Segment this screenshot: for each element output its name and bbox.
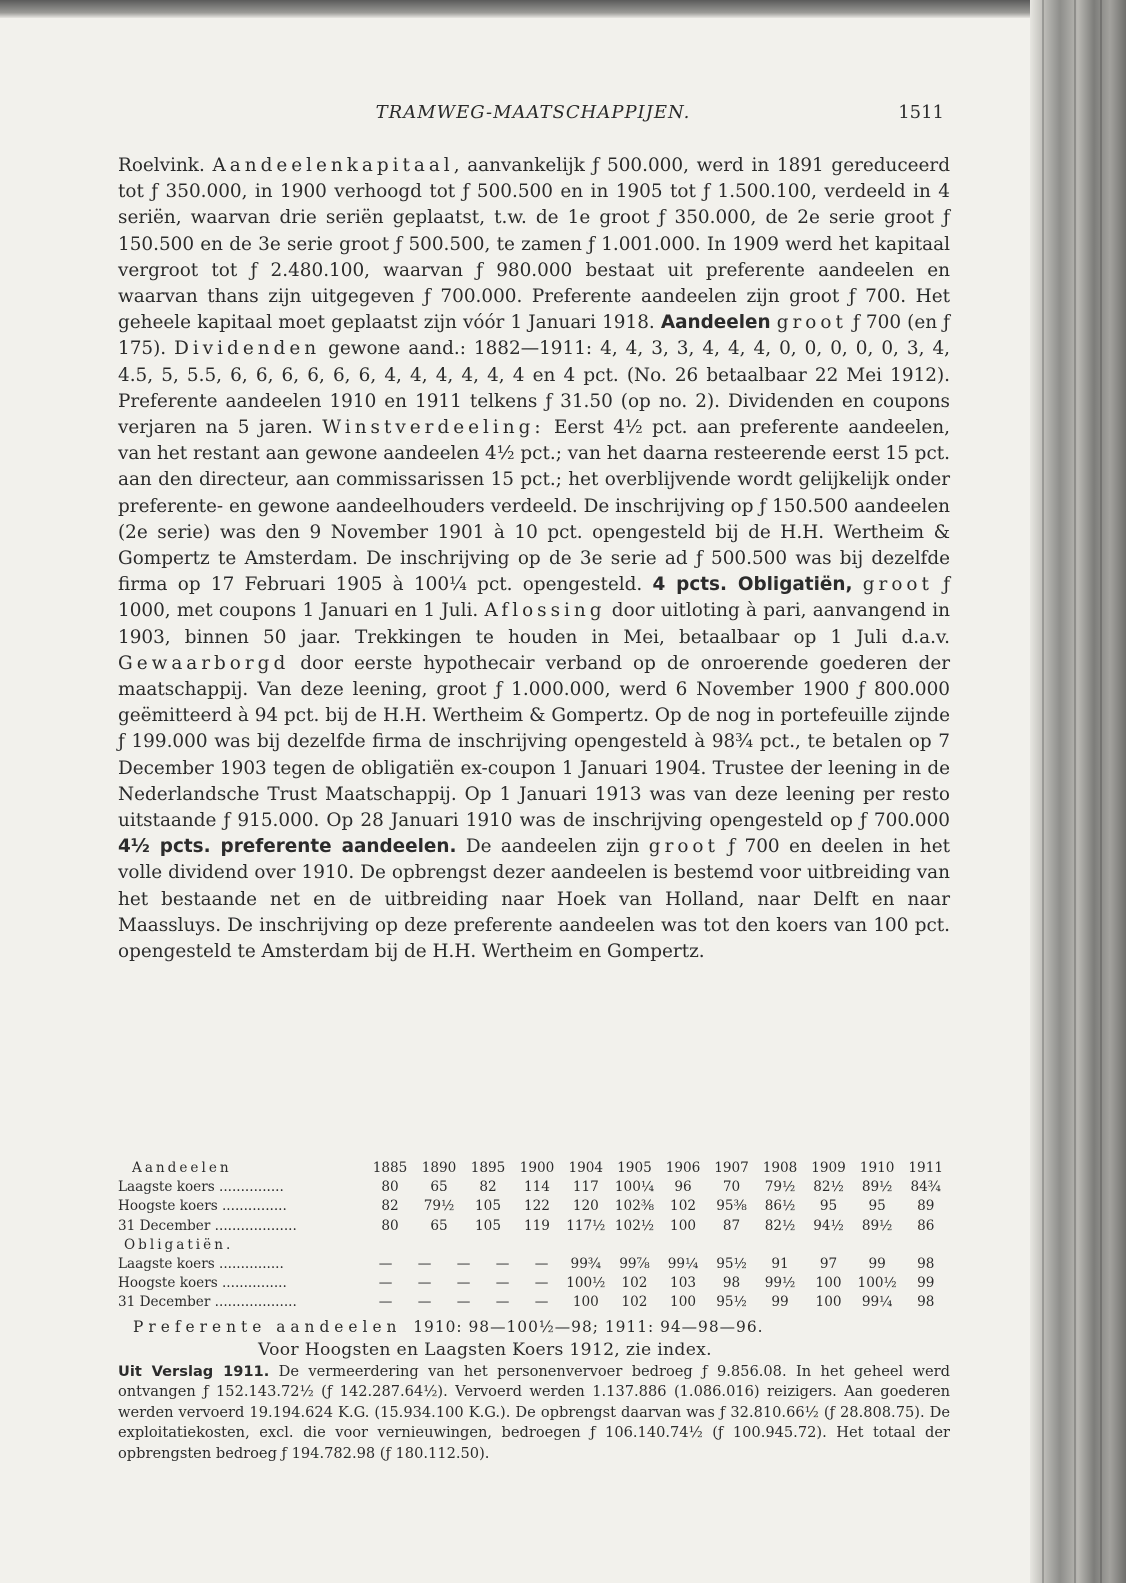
preferente-values: 1910: 98—100½—98; 1911: 94—98—96. [413,1318,764,1336]
koers-value: 86 [917,1217,935,1234]
koers-value: 117½ [566,1217,606,1234]
spaced-term-aflossing: Aflossing [484,600,606,622]
koers-value: 95 [819,1198,838,1215]
koers-dash-group [366,1255,562,1274]
year-header: 1907 [714,1160,749,1176]
spaced-term-dividenden: Dividenden [174,338,321,360]
koers-dash: — [456,1275,471,1292]
koers-value: 99 [917,1275,935,1292]
koers-value: 99½ [764,1275,796,1292]
koers-value: 86½ [764,1198,796,1215]
text-run: ƒ 700 (en ƒ 175). [118,312,950,360]
koers-value: 114 [524,1179,550,1196]
koers-value: 94½ [813,1217,844,1234]
koers-dash: — [378,1256,393,1273]
koers-value: 100 [815,1275,842,1292]
koers-value: 84¾ [910,1179,941,1196]
koers-table [118,1159,950,1313]
verslag-section [118,1362,950,1464]
koers-value: 95½ [716,1256,747,1273]
spine-line [1100,0,1102,1583]
koers-value: 70 [722,1179,741,1196]
koers-value: 91 [771,1256,789,1273]
verslag-text: De vermeerdering van het personenvervoer bedroeg ƒ 9.856.08. In het geheel werd ontvangen ƒ 152.143.72½ (ƒ 142.287.64½). Vervoerd werden 1.137.886 (1.086.016) reizigers. Aan goederen werden vervoerd 19.194.624 K.G. (15.934.100 K.G.). De opbrengst daarvan was ƒ 32.810.66½ (ƒ 28.808.75). De exploitatiekosten, excl. die voor vernieuwingen, bedroegen ƒ 106.140.74½ (ƒ 100.945.72). Het totaal der opbrengsten bedroeg ƒ 194.782.98 (ƒ 180.112.50). [118,1363,950,1462]
koers-value: 120 [572,1198,599,1215]
koers-value: 79½ [764,1179,796,1196]
koers-value: 98 [917,1294,935,1311]
koers-row [118,1274,950,1293]
bold-heading-aandeelen: Aandeelen [660,312,771,334]
koers-value: 100 [670,1294,696,1311]
preferente-koers-line [133,1318,764,1336]
koers-value: 80 [381,1217,399,1234]
preferente-label: Preferente aandeelen [133,1318,402,1336]
koers-dash: — [378,1275,393,1292]
year-header: 1908 [762,1160,798,1176]
bold-heading-obligatien: 4 pcts. Obligatiën, [652,574,853,596]
spaced-term-aandeelenkapitaal: Aandeelenkapitaal [212,155,454,176]
koers-value: 82 [479,1179,497,1196]
koers-row-label: Hoogste koers ............... [118,1198,287,1215]
koers-value: 82½ [764,1217,796,1234]
index-note: Voor Hoogsten en Laagsten Koers 1912, zie index. [258,1340,712,1360]
koers-value: 117 [572,1179,599,1196]
koers-value: 105 [475,1198,501,1215]
year-header: 1904 [568,1160,604,1176]
year-header: 1906 [665,1160,701,1176]
koers-value: 100 [572,1294,599,1311]
page-header [118,102,948,128]
spaced-term-groot: groot [862,574,933,596]
spine-line [1074,0,1076,1583]
koers-dash: — [534,1275,549,1292]
koers-dash: — [495,1256,510,1273]
koers-value: 89½ [861,1179,893,1196]
koers-value: 122 [524,1198,550,1215]
koers-dash: — [378,1294,393,1311]
year-header: 1885 [372,1160,408,1176]
koers-value: 98 [722,1275,741,1292]
koers-value: 89½ [861,1217,893,1234]
text-run: , aanvankelijk ƒ 500.000, werd in 1891 gereduceerd tot ƒ 350.000, in 1900 verhoogd tot ƒ 500.500 en in 1905 tot ƒ 1.500.100, verdeeld in 4 seriën, waarvan drie seriën geplaatst, t.w. de 1e groot ƒ 350.000, de 2e serie groot ƒ 150.500 en de 3e serie groot ƒ 500.500, te zamen ƒ 1.001.000. In 1909 werd het kapitaal vergroot tot ƒ 2.480.100, waarvan ƒ 980.000 bestaat uit preferente aandeelen en waarvan thans zijn uitgegeven ƒ 700.000. Preferente aandeelen zijn groot ƒ 700. Het geheele kapitaal moet geplaatst zijn vóór 1 Januari 1918. [118,155,950,334]
text-run: door eerste hypothecair verband op de onroerende goederen der maatschappij. Van deze leening, groot ƒ 1.000.000, werd 6 November 1900 ƒ 800.000 geëmitteerd à 94 pct. bij de H.H. Wertheim & Gompertz. Op de nog in portefeuille zijnde ƒ 199.000 was bij dezelfde firma de inschrijving opengesteld à 98¾ pct., te betalen op 7 December 1903 tegen de obligatiën ex-coupon 1 Januari 1904. Trustee der leening in de Nederlandsche Trust Maatschappij. Op 1 Januari 1913 was van deze leening per resto uitstaande ƒ 915.000. Op 28 Januari 1910 was de inschrijving opengesteld op ƒ 700.000 [118,652,950,832]
koers-section-label: Aandeelen [132,1160,232,1176]
koers-value: 100 [815,1294,842,1311]
koers-value: 102 [621,1294,648,1311]
koers-value: 96 [674,1179,692,1196]
koers-value: 79½ [423,1198,455,1215]
koers-value: 99 [868,1256,886,1273]
koers-row [118,1255,950,1274]
koers-row-label: Hoogste koers ............... [118,1275,287,1292]
spaced-term-groot: groot [776,312,847,334]
koers-row [118,1217,950,1236]
running-title: TRAMWEG-MAATSCHAPPIJEN. [375,102,691,123]
year-header: 1895 [470,1160,506,1176]
koers-section-row [118,1236,950,1255]
koers-value: 100 [670,1217,696,1234]
koers-section-label: Obligatiën. [124,1236,234,1253]
koers-value: 95½ [716,1294,747,1311]
koers-dash: — [417,1294,432,1311]
koers-value: 80 [381,1179,399,1196]
text-run: door uitloting à pari, aanvangend in 1903, binnen 50 jaar. Trekkingen te houden in Mei, betaalbaar op 1 Juli d.a.v. [118,600,950,648]
koers-dash: — [417,1256,432,1273]
koers-value: 119 [524,1217,550,1234]
year-header: 1900 [519,1160,555,1176]
verslag-paragraph [118,1362,950,1464]
koers-row [118,1197,950,1216]
koers-value: 82 [381,1198,399,1215]
koers-value: 99¾ [570,1256,602,1273]
koers-value: 98 [917,1256,935,1273]
koers-dash: — [417,1275,432,1292]
text-run: De aandeelen zijn [456,836,649,858]
koers-row [118,1293,950,1312]
koers-value: 97 [819,1256,838,1273]
koers-value: 100½ [857,1275,897,1292]
koers-dash: — [495,1294,510,1311]
koers-row [118,1178,950,1197]
koers-header-row [118,1159,950,1178]
koers-value: 89 [917,1198,935,1215]
koers-dash-group [366,1293,562,1312]
year-header: 1890 [421,1160,457,1176]
book-spine [1030,0,1126,1583]
koers-value: 65 [430,1179,448,1196]
body-paragraph [118,153,950,965]
koers-value: 100½ [566,1275,606,1292]
text-run: ƒ 700 en deelen in het volle dividend over 1910. De opbrengst dezer aandeelen is bestemd voor uitbreiding van het bestaande net en de uitbreiding naar Hoek van Holland, naar Delft en naar Maassluys. De inschrijving op deze preferente aandeelen was tot den koers van 100 pct. opengesteld te Amsterdam bij de H.H. Wertheim en Gompertz. [118,836,950,963]
koers-dash: — [456,1256,471,1273]
koers-dash: — [456,1294,471,1311]
koers-value: 99 [771,1294,789,1311]
koers-value: 99⅞ [619,1256,650,1273]
koers-dash: — [534,1294,549,1311]
verslag-heading: Uit Verslag 1911. [118,1363,270,1380]
koers-value: 95⅜ [716,1198,747,1215]
koers-row-label: 31 December ................... [118,1217,297,1234]
text-run: gewone aand.: 1882—1911: 4, 4, 3, 3, 4, 4, 4, 0, 0, 0, 0, 0, 3, 4, 4.5, 5, 5.5, 6, 6, 6, 6, 6, 6, 4, 4, 4, 4, 4, 4 en 4 pct. (No. 26 betaalbaar 22 Mei 1912). Preferente aandeelen 1910 en 1911 telkens ƒ 31.50 (op no. 2). Dividenden en coupons verjaren na 5 jaren. [118,338,951,439]
koers-value: 95 [868,1198,886,1215]
text-run: Eerst 4½ pct. aan preferente aandeelen, van het restant aan gewone aandeelen 4½ pct.; van het daarna resteerende eerst 15 pct. aan den directeur, aan commissarissen 15 pct.; het overblijvende wordt gelijkelijk onder preferente- en gewone aandeelhouders verdeeld. De inschrijving op ƒ 150.500 aandeelen (2e serie) was den 9 November 1901 à 10 pct. opengesteld bij de H.H. Wertheim & Gompertz te Amsterdam. De inschrijving op de 3e serie ad ƒ 500.500 was bij dezelfde firma op 17 Februari 1905 à 100¼ pct. opengesteld. [118,417,950,596]
spaced-term-groot: groot [648,836,719,858]
koers-value: 99¼ [861,1294,893,1311]
koers-value: 102 [670,1198,696,1215]
body-text [118,153,950,965]
text-run: Roelvink. [118,155,213,176]
koers-value: 105 [475,1217,501,1234]
koers-value: 82½ [813,1179,844,1196]
koers-dash: — [495,1275,510,1292]
bold-heading-preferente-aandeelen: 4½ pcts. preferente aandeelen. [118,836,457,858]
spaced-term-winstverdeeling: Winstverdeeling: [322,417,545,439]
koers-row-label: Laagste koers ............... [118,1256,284,1273]
spine-line [1042,0,1044,1583]
koers-row-label: 31 December ................... [118,1294,297,1311]
koers-dash-group [366,1274,562,1293]
koers-value: 87 [722,1217,741,1234]
koers-value: 102 [621,1275,648,1292]
spaced-term-gewaarborgd: Gewaarborgd [118,652,290,674]
page-number: 1511 [898,102,944,123]
koers-value: 102½ [614,1217,655,1234]
year-header: 1909 [811,1160,846,1176]
year-header: 1910 [859,1160,895,1176]
koers-dash: — [534,1256,549,1273]
koers-value: 100¼ [614,1179,655,1196]
text-run: ƒ 1000, met coupons 1 Januari en 1 Juli. [118,574,950,622]
koers-row-label: Laagste koers ............... [118,1179,284,1196]
year-header: 1911 [908,1160,944,1176]
koers-value: 103 [670,1275,696,1292]
koers-value: 65 [430,1217,448,1234]
koers-value: 102⅜ [614,1198,655,1215]
koers-value: 99¼ [667,1256,699,1273]
year-header: 1905 [617,1160,652,1176]
